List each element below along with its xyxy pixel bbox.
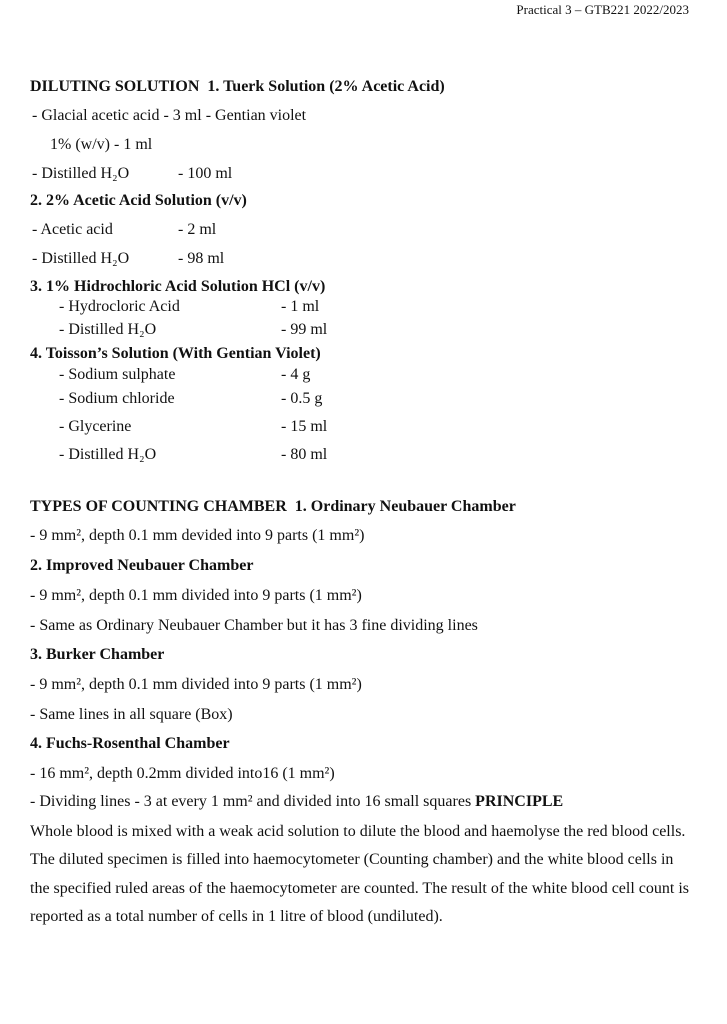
ingredient-name: - Sodium sulphate: [59, 366, 176, 383]
ingredient-value: - 1 ml: [281, 298, 320, 315]
ingredient-name: - Hydrocloric Acid: [59, 298, 180, 315]
chamber-title: 1. Ordinary Neubauer Chamber: [294, 498, 516, 515]
ingredient-line: - Glacial acetic acid - 3 ml - Gentian violet: [32, 107, 307, 124]
ingredient-value: - 0.5 g: [281, 390, 323, 407]
ingredient-line: 1% (w/v) - 1 ml: [50, 136, 153, 153]
ingredient-name: - Distilled H₂O: [32, 165, 130, 182]
section-heading: DILUTING SOLUTION: [30, 78, 200, 95]
chamber-line: - Same lines in all square (Box): [30, 706, 233, 723]
chamber-line-with-heading: [30, 792, 563, 812]
ingredient-name: - Acetic acid: [32, 221, 113, 238]
chamber-line: - 16 mm², depth 0.2mm divided into16 (1 mm²): [30, 765, 335, 782]
chamber-line: - Same as Ordinary Neubauer Chamber but it has 3 fine dividing lines: [30, 617, 478, 634]
chamber-line: - 9 mm², depth 0.1 mm devided into 9 parts (1 mm²): [30, 527, 365, 544]
chamber-line: - Dividing lines - 3 at every 1 mm² and divided into 16 small squares: [30, 793, 472, 810]
chamber-title: 4. Fuchs-Rosenthal Chamber: [30, 735, 230, 752]
solution-title: 4. Toisson’s Solution (With Gentian Violet): [30, 345, 321, 362]
ingredient-name: - Distilled H₂O: [32, 250, 130, 267]
ingredient-name: - Sodium chloride: [59, 390, 175, 407]
solution-title: 2. 2% Acetic Acid Solution (v/v): [30, 192, 247, 209]
chamber-line: - 9 mm², depth 0.1 mm divided into 9 parts (1 mm²): [30, 676, 362, 693]
ingredient-value: - 4 g: [281, 366, 311, 383]
ingredient-name: - Glycerine: [59, 418, 132, 435]
ingredient-value: - 15 ml: [281, 418, 328, 435]
diluting-heading-line: [30, 77, 445, 97]
ingredient-value: - 99 ml: [281, 321, 328, 338]
chamber-title: 2. Improved Neubauer Chamber: [30, 557, 254, 574]
ingredient-value: - 80 ml: [281, 446, 328, 463]
chamber-line: - 9 mm², depth 0.1 mm divided into 9 parts (1 mm²): [30, 587, 362, 604]
ingredient-value: - 98 ml: [178, 250, 225, 267]
ingredient-name: - Distilled H₂O: [59, 321, 157, 338]
section-heading: TYPES OF COUNTING CHAMBER: [30, 498, 287, 515]
solution-title: 1. Tuerk Solution (2% Acetic Acid): [207, 78, 445, 95]
chamber-title: 3. Burker Chamber: [30, 646, 165, 663]
section-heading: PRINCIPLE: [475, 793, 564, 810]
solution-title: 3. 1% Hidrochloric Acid Solution HCl (v/v): [30, 278, 326, 295]
ingredient-name: - Distilled H₂O: [59, 446, 157, 463]
ingredient-value: - 2 ml: [178, 221, 217, 238]
ingredient-value: - 100 ml: [178, 165, 233, 182]
page-header: Practical 3 – GTB221 2022/2023: [516, 2, 689, 17]
principle-paragraph: Whole blood is mixed with a weak acid solution to dilute the blood and haemolyse the red blood cells. The diluted specimen is filled into haemocytometer (Counting chamber) and the white blood cells in the specified ruled areas of the haemocytometer are counted. The result of the white blood cell count is reported as a total number of cells in 1 litre of blood (undiluted).: [30, 823, 690, 925]
chamber-heading-line: [30, 497, 516, 517]
